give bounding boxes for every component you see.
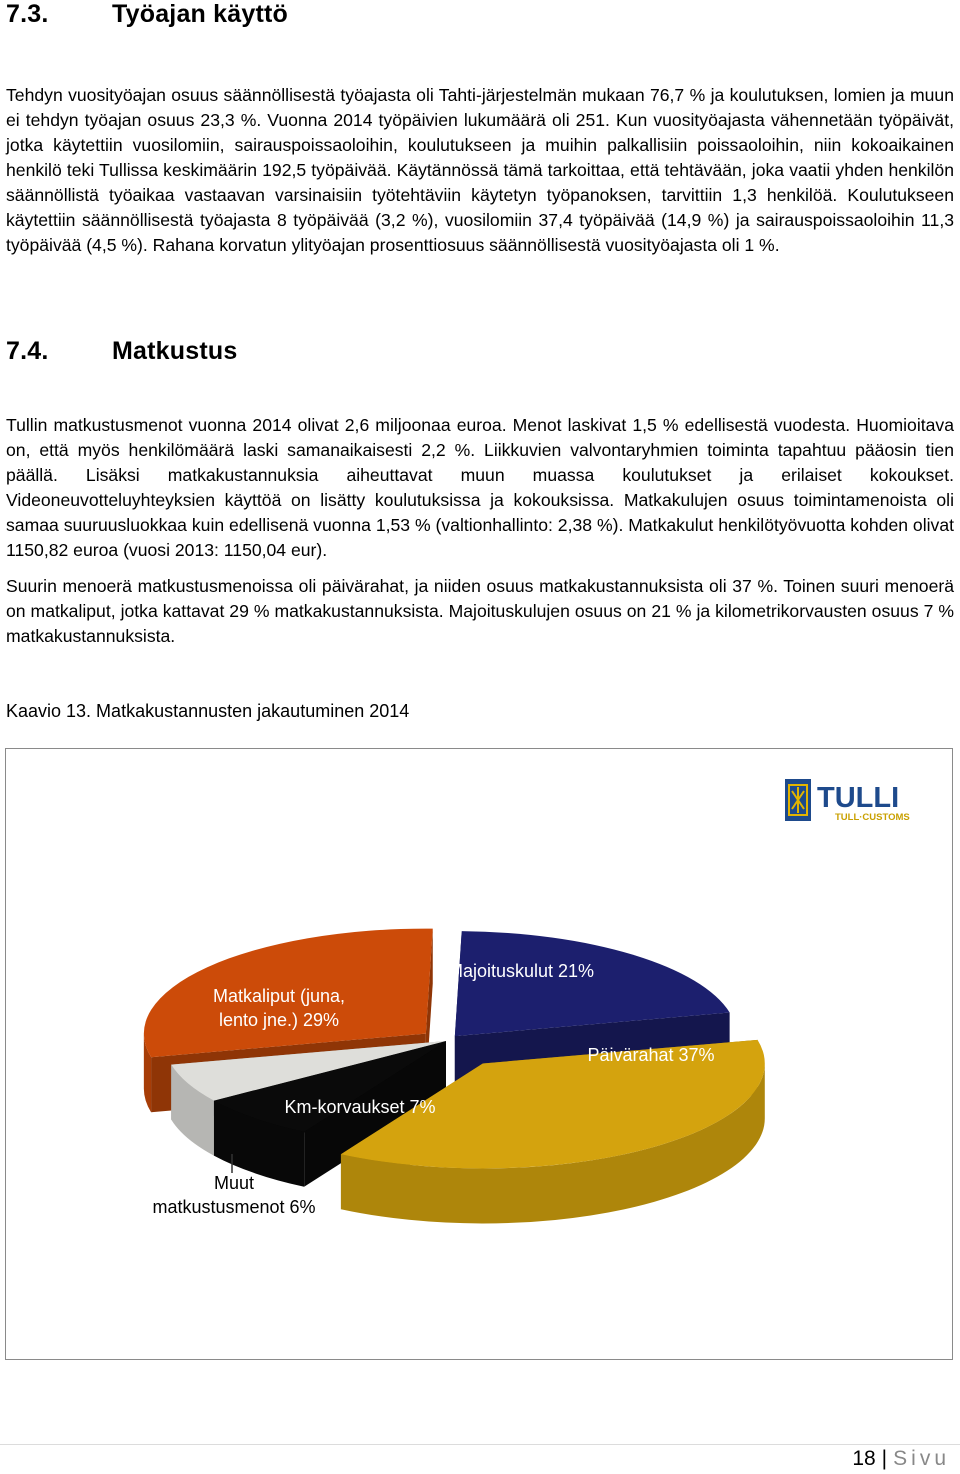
- page-number: 18: [852, 1447, 876, 1470]
- logo-wordmark: TULLI: [817, 782, 900, 814]
- footer-rule: [0, 1444, 960, 1445]
- paragraph-work-time: Tehdyn vuosityöajan osuus säännöllisestä työajasta oli Tahti-järjestelmän mukaan 76,7 % ja koulutuksen, lomien ja muun ei tehdyn työajan osuus 23,3 %. Vuonna 2014 työpäivien lukumäärä oli 251. Kun vuosityöajasta vähennetään työpäivät, jotka käytettiin vuosilomiin, sairauspoissaoloihin, koulutukseen ja muihin palkallisiin poissaoloihin, niin kokoaikainen henkilö teki Tullissa keskimäärin 192,5 työpäivää. Käytännössä tämä tarkoittaa, että tehtävään, joka vaatii yhden henkilön säännöllistä työaikaa vastaavan varsinaisiin työtehtäviin käytetyn työpanoksen, tarvittiin 1,3 henkilöä. Koulutukseen käytettiin säännöllisestä työajasta 8 työpäivää (3,2 %), vuosilomiin 37,4 työpäivää (14,9 %) ja sairauspoissaoloihin 11,3 työpäivää (4,5 %). Rahana korvatun ylityöajan prosenttiosuus säännöllisestä vuosityöajasta oli 1 %.: [6, 85, 954, 255]
- section-number: 7.3.: [6, 0, 49, 28]
- chart-frame: [5, 748, 953, 1360]
- paragraph-travel-costs: Tullin matkustusmenot vuonna 2014 olivat 2,6 miljoonaa euroa. Menot laskivat 1,5 % edellisestä vuodesta. Huomioitava on, että myös henkilömäärä laski samanaikaisesti 2,2 %. Liikkuvien valvontaryhmien toiminta tapahtuu pääosin tien päällä. Lisäksi matkakustannuksia aiheuttavat muun muassa koulutukset ja erilaiset kokoukset. Videoneuvotteluyhteyksien käyttöä on lisätty koulutuksissa ja kokouksissa. Matkakulujen osuus toimintamenoista oli samaa suuruusluokkaa kuin edellisenä vuonna 1,53 % (valtionhallinto: 2,38 %). Matkakulut henkilötyövuotta kohden olivat 1150,82 euroa (vuosi 2013: 1150,04 eur).: [6, 415, 954, 560]
- tulli-logo: [785, 779, 910, 823]
- chart-caption: Kaavio 13. Matkakustannusten jakautuminen 2014: [6, 701, 410, 721]
- section-number: 7.4.: [6, 337, 49, 365]
- section-heading-7-3: [6, 0, 288, 29]
- logo-subtitle: TULL·CUSTOMS: [835, 812, 910, 823]
- section-heading-7-4: [6, 337, 237, 366]
- page-footer: [852, 1445, 950, 1473]
- pie-label-2: Km-korvaukset 7%: [284, 1097, 436, 1117]
- paragraph-travel-breakdown: Suurin menoerä matkustusmenoissa oli päivärahat, ja niiden osuus matkakustannuksista oli 37 %. Toinen suuri menoerä on matkaliput, jotka kattavat 29 % matkakustannuksista. Majoituskulujen osuus on 21 % ja kilometrikorvausten osuus 7 % matkakustannuksista.: [6, 576, 954, 646]
- section-title: Matkustus: [112, 337, 238, 365]
- pie-label-5: Majoituskulut 21%: [447, 961, 595, 981]
- footer-separator: |: [881, 1447, 888, 1470]
- pie-label-3: Muut matkustusmenot 6%: [152, 1173, 316, 1217]
- pie-label-4: Matkaliput (juna, lento jne.) 29%: [212, 986, 346, 1030]
- footer-word: Sivu: [893, 1447, 950, 1470]
- pie-chart: [6, 749, 952, 1359]
- pie-label-1: Päivärahat 37%: [587, 1045, 715, 1065]
- section-title: Työajan käyttö: [112, 0, 288, 28]
